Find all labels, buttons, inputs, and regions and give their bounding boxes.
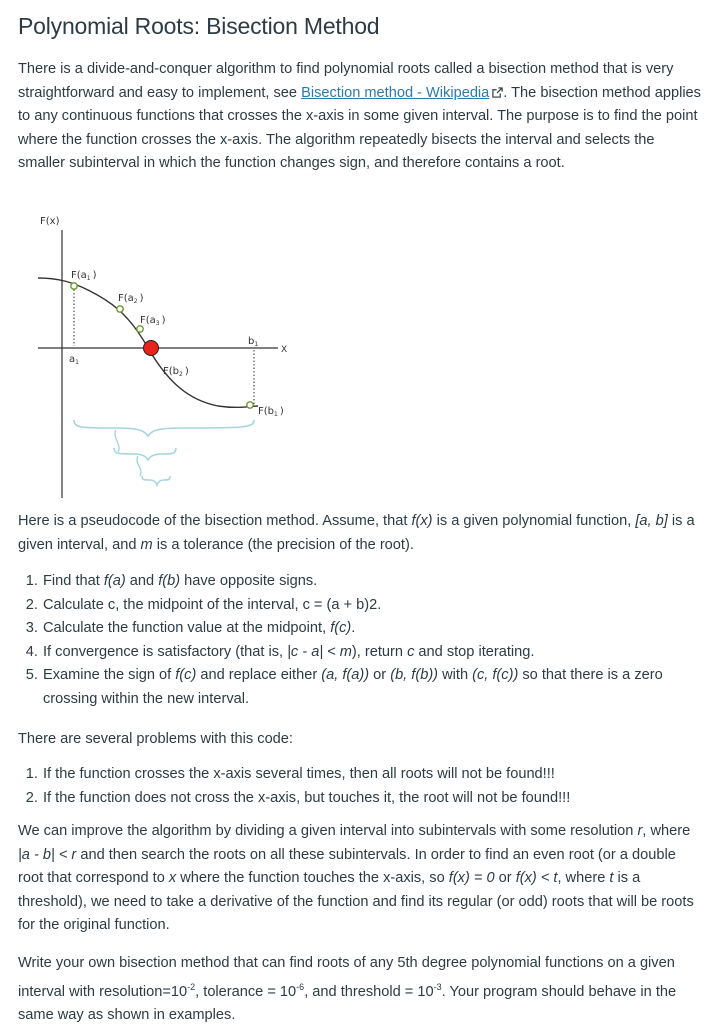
pseudocode-intro: Here is a pseudocode of the bisection method. Assume, that f(x) is a given polynomial function, [a, b] is a given interval, and m is a tolerance (the precision of the root). [18,513,695,553]
step-4: 4. If convergence is satisfactory (that is, |c - a| < m), return c and stop iterating. [42,641,707,665]
interval-brace-2 [114,448,176,460]
point-fa1 [71,283,77,289]
wikipedia-link[interactable]: Bisection method - Wikipedia [301,84,490,101]
label-fa3: $F(a_3$ ) [140,315,166,327]
label-a1: $a_1$ [69,354,79,366]
task-paragraph: Write your own bisection method that can find roots of any 5th degree polynomial functions on a given interval with $resolution=10^{-2}$, tolerance = $10^{-6}$, and threshold = $10^{-3}$. Your program should behave in the same way as shown in examples. [18,955,677,1024]
brace-connector-1 [115,430,119,452]
bisection-diagram-svg [38,212,308,504]
point-fa3 [137,326,143,332]
interval-brace-1 [74,420,254,436]
label-fa1: $F(a_1$ ) [71,270,97,282]
intro-text-1: There is a divide-and-conquer algorithm to find polynomial roots called a bisection method that is very straightforward and easy to implement, see [18,61,674,101]
point-fb1 [247,402,253,408]
brace-connector-2 [137,456,141,476]
step-2: 2. Calculate c, the midpoint of the interval, c = (a + b)2. [42,594,707,618]
label-fa2: $F(a_2$ ) [118,293,144,305]
improvement-paragraph: We can improve the algorithm by dividing a given interval into subintervals with some resolution r, where |a - b| < r and then search the roots on all these subintervals. In order to find an even root (or a double root that correspond to x where the function touches the x-axis, so f(x) = 0 or f(x) < t, where t is a threshold), we need to take a derivative of the function and find its regular (or odd) roots that will be roots for the original function. [18,823,694,934]
problem-2: 2. If the function does not cross the x-axis, but touches it, the root will not be found!!! [42,787,707,811]
problem-1: 1. If the function crosses the x-axis several times, then all roots will not be found!!! [42,763,707,787]
label-b1: $b_1$ [248,336,259,348]
x-axis-label: X [281,345,288,355]
label-fb1: $F(b_1$ ) [258,406,284,418]
problems-list [18,763,707,810]
intro-paragraph [18,58,704,176]
root-point [144,341,159,356]
bisection-diagram [38,212,308,509]
y-axis-label: F(x) [40,216,60,227]
point-fa2 [117,306,123,312]
problems-intro: There are several problems with this code: [18,731,293,747]
interval-brace-3 [142,476,170,485]
step-3: 3. Calculate the function value at the midpoint, f(c). [42,617,707,641]
label-fb2: $F(b_2$ ) [163,366,189,378]
page-title: Polynomial Roots: Bisection Method [18,13,380,39]
step-1: 1. Find that f(a) and f(b) have opposite signs. [42,570,707,594]
pseudocode-steps [18,570,707,712]
intro-text-2: . The bisection method applies to any continuous functions that crosses the x-axis in some given interval. The purpose is to find the point where the function crosses the x-axis. The algorithm repeatedly bisects the interval and selects the smaller subinterval in which the function changes sign, and therefore contains a root. [18,84,701,172]
step-5: 5. Examine the sign of f(c) and replace either (a, f(a)) or (b, f(b)) with (c, f(c)) so that there is a zero crossing within the new interval. [42,664,707,711]
external-link-icon [492,87,503,98]
